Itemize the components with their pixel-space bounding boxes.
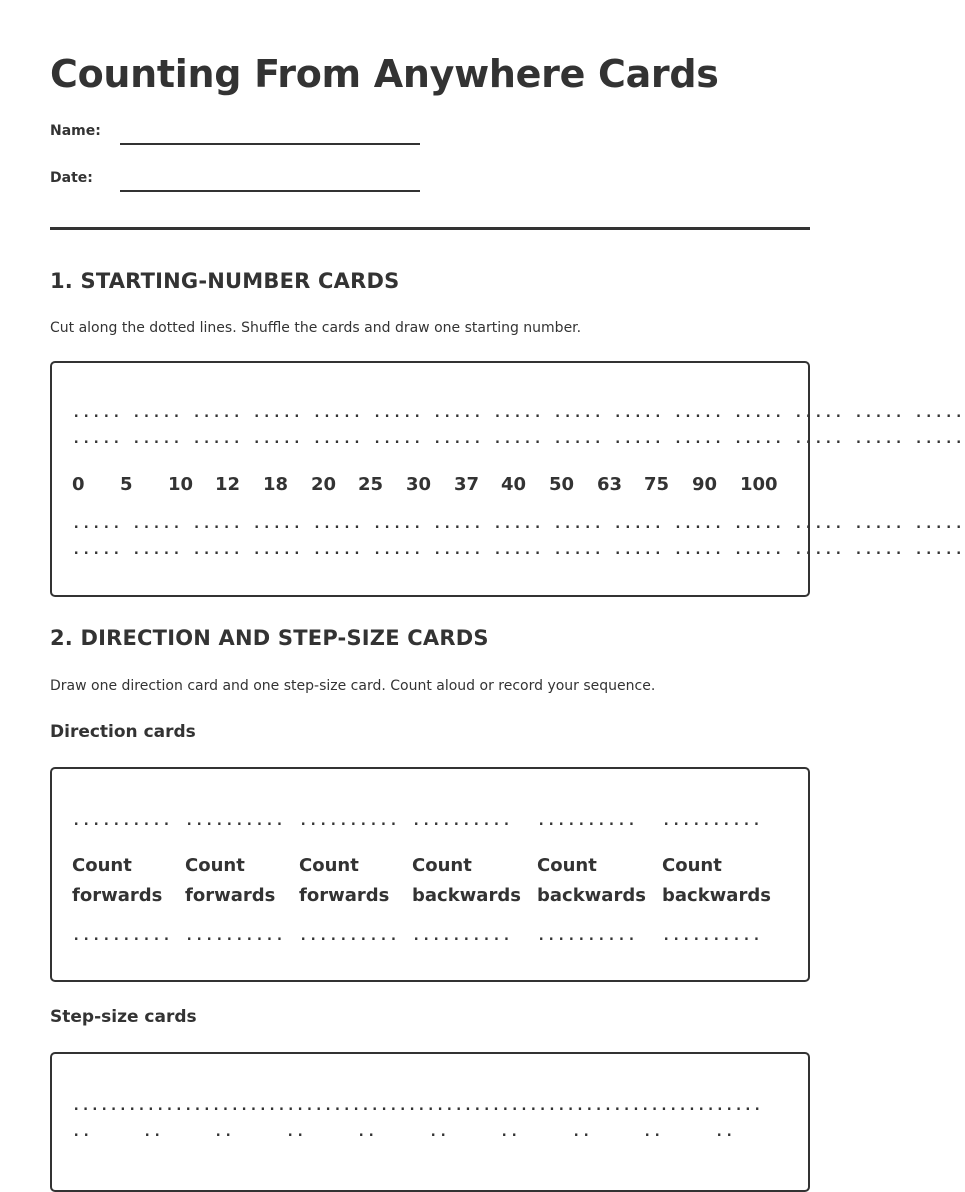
card-cut-dots: .......... (662, 928, 763, 944)
card-cut-dots: .......... (412, 813, 513, 829)
number-card[interactable]: 100 (740, 474, 778, 495)
number-card[interactable]: 12 (215, 474, 241, 495)
cut-line-bottom-2: ..... ..... ..... ..... ..... ..... ..... ..... ..... ..... ..... ..... ..... ..... ..... (72, 542, 965, 558)
card-cut-dots: .......... (662, 813, 763, 829)
direction-card-line2: backwards (537, 885, 646, 906)
direction-card-line1: Count (72, 855, 132, 876)
step-card-dots: .. (643, 1124, 664, 1140)
card-cut-dots: .......... (185, 928, 286, 944)
number-card[interactable]: 63 (597, 474, 623, 495)
cut-line-top-2: ..... ..... ..... ..... ..... ..... ..... ..... ..... ..... ..... ..... ..... ..... ..... (72, 431, 965, 447)
card-cut-dots: .......... (299, 813, 400, 829)
step-cut-line: .......................................................................... (72, 1098, 763, 1114)
direction-card-line1: Count (412, 855, 472, 876)
step-card-dots: .. (715, 1124, 736, 1140)
direction-card-line2: backwards (412, 885, 521, 906)
direction-card[interactable] (412, 769, 534, 979)
direction-card[interactable] (185, 769, 295, 979)
direction-card-line2: forwards (72, 885, 163, 906)
header-divider (50, 227, 810, 230)
direction-card-line2: forwards (185, 885, 276, 906)
date-write-line[interactable] (120, 190, 420, 192)
direction-card-line1: Count (537, 855, 597, 876)
step-card-dots: .. (357, 1124, 378, 1140)
section-1-heading: 1. STARTING-NUMBER CARDS (50, 269, 400, 293)
number-card[interactable]: 18 (263, 474, 289, 495)
direction-card[interactable] (537, 769, 659, 979)
section-1-instruction: Cut along the dotted lines. Shuffle the cards and draw one starting number. (50, 320, 582, 336)
direction-card-line1: Count (299, 855, 359, 876)
direction-cards-heading: Direction cards (50, 722, 196, 742)
step-card-dots: .. (143, 1124, 164, 1140)
step-card-dots: .. (572, 1124, 593, 1140)
card-cut-dots: .......... (72, 928, 173, 944)
step-size-cards-heading: Step-size cards (50, 1007, 197, 1027)
number-card[interactable]: 20 (311, 474, 337, 495)
number-card[interactable]: 37 (454, 474, 480, 495)
section-2-instruction: Draw one direction card and one step-size card. Count aloud or record your sequence. (50, 678, 656, 694)
step-card-dots: .. (286, 1124, 307, 1140)
starting-number-row (72, 473, 792, 497)
starting-number-cards-box (50, 361, 965, 597)
direction-card-line2: forwards (299, 885, 390, 906)
number-card[interactable]: 5 (120, 474, 133, 495)
date-label: Date: (50, 170, 93, 186)
step-card-dots: .. (500, 1124, 521, 1140)
number-card[interactable]: 75 (644, 474, 670, 495)
number-card[interactable]: 10 (168, 474, 194, 495)
number-card[interactable]: 25 (358, 474, 384, 495)
card-cut-dots: .......... (299, 928, 400, 944)
direction-card[interactable] (72, 769, 182, 979)
page-title: Counting From Anywhere Cards (50, 52, 719, 96)
step-card-dots: .. (214, 1124, 235, 1140)
direction-card-line2: backwards (662, 885, 771, 906)
card-cut-dots: .......... (185, 813, 286, 829)
direction-card-line1: Count (185, 855, 245, 876)
direction-card[interactable] (299, 769, 409, 979)
number-card[interactable]: 30 (406, 474, 432, 495)
cut-line-top-1: ..... ..... ..... ..... ..... ..... ..... ..... ..... ..... ..... ..... ..... ..... ..... (72, 405, 965, 421)
name-write-line[interactable] (120, 143, 420, 145)
card-cut-dots: .......... (537, 928, 638, 944)
cut-line-bottom-1: ..... ..... ..... ..... ..... ..... ..... ..... ..... ..... ..... ..... ..... ..... ..... (72, 516, 965, 532)
number-card[interactable]: 50 (549, 474, 575, 495)
number-card[interactable]: 90 (692, 474, 718, 495)
direction-card-line1: Count (662, 855, 722, 876)
number-card[interactable]: 40 (501, 474, 527, 495)
card-cut-dots: .......... (537, 813, 638, 829)
direction-card[interactable] (662, 769, 784, 979)
step-card-dots: .. (429, 1124, 450, 1140)
name-label: Name: (50, 123, 101, 139)
step-card-dots: .. (72, 1124, 93, 1140)
step-size-cards-box (50, 1052, 810, 1192)
card-cut-dots: .......... (72, 813, 173, 829)
number-card[interactable]: 0 (72, 474, 85, 495)
direction-cards-box (50, 767, 810, 982)
card-cut-dots: .......... (412, 928, 513, 944)
section-2-heading: 2. DIRECTION AND STEP-SIZE CARDS (50, 626, 489, 650)
